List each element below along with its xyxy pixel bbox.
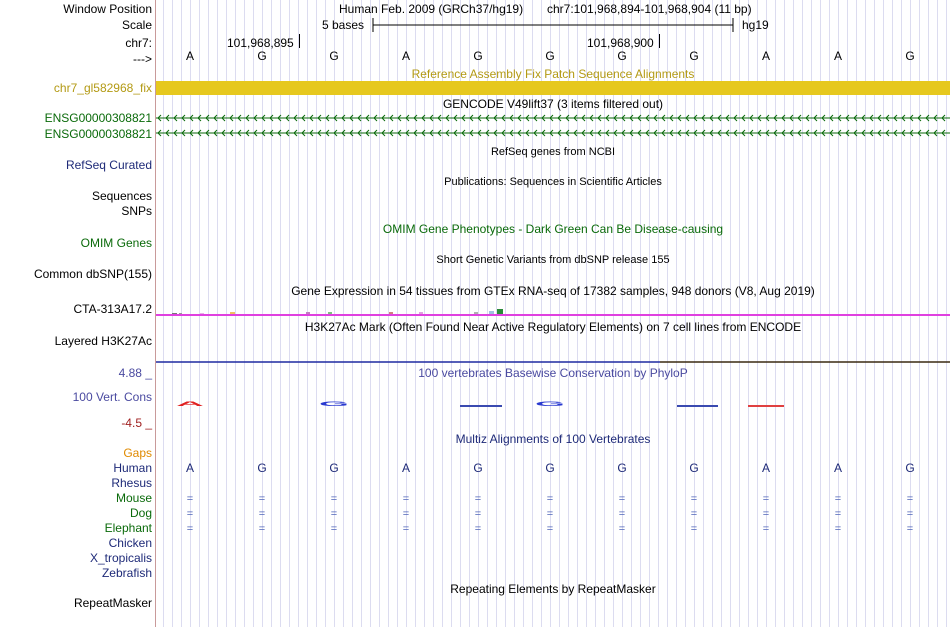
conservation-logo-letter: G (319, 400, 349, 408)
track-label-dbsnp[interactable]: Common dbSNP(155) (33, 267, 152, 281)
match-symbol: = (474, 523, 482, 535)
match-symbol: = (474, 493, 482, 505)
base-letter: G (905, 461, 915, 475)
species-label-x-tropicalis[interactable]: X_tropicalis (89, 551, 152, 565)
match-symbol: = (402, 493, 410, 505)
base-letter: G (257, 461, 267, 475)
match-symbol: = (618, 493, 626, 505)
match-symbol: = (186, 493, 194, 505)
track-label-refseq[interactable]: RefSeq Curated (65, 158, 152, 172)
species-label-chicken[interactable]: Chicken (108, 536, 152, 550)
track-label-gtex[interactable]: CTA-313A17.2 (73, 302, 152, 316)
scale-bar-text: 5 bases (322, 18, 365, 32)
strand-arrow-label: ---> (133, 52, 152, 66)
match-symbol: = (834, 508, 842, 520)
base-letter: G (329, 461, 339, 475)
match-symbol: = (906, 508, 914, 520)
coordinate-right-tick (659, 34, 660, 48)
base-letter: G (257, 49, 267, 63)
base-letter: G (473, 461, 483, 475)
match-symbol: = (258, 523, 266, 535)
dbsnp-title: Short Genetic Variants from dbSNP release 155 (436, 254, 670, 266)
match-symbol: = (690, 508, 698, 520)
gtex-title: Gene Expression in 54 tissues from GTEx RNA-seq of 17382 samples, 948 donors (V8, Aug 2019) (291, 284, 815, 298)
match-symbol: = (762, 523, 770, 535)
base-letter: G (545, 49, 555, 63)
species-label-zebrafish[interactable]: Zebrafish (101, 566, 152, 580)
species-label-rhesus[interactable]: Rhesus (111, 476, 152, 490)
refseq-title: RefSeq genes from NCBI (490, 146, 616, 158)
track-label-snps[interactable]: SNPs (121, 204, 152, 218)
coordinate-right: 101,968,900 (587, 36, 654, 50)
base-letter: A (761, 49, 770, 63)
base-letter: A (401, 461, 410, 475)
match-symbol: = (186, 508, 194, 520)
base-letter: A (185, 49, 194, 63)
match-symbol: = (546, 523, 554, 535)
base-letter: G (689, 49, 699, 63)
match-symbol: = (690, 523, 698, 535)
match-symbol: = (258, 493, 266, 505)
track-label-gencode-1[interactable]: ENSG00000308821 (44, 111, 152, 125)
species-label-human[interactable]: Human (113, 461, 152, 475)
scale-bar (156, 15, 950, 35)
assembly-name: Human Feb. 2009 (GRCh37/hg19) (339, 2, 524, 16)
track-label-repeatmasker[interactable]: RepeatMasker (73, 596, 152, 610)
scale-label: Scale (121, 18, 152, 32)
track-label-h3k27ac[interactable]: Layered H3K27Ac (54, 334, 152, 348)
match-symbol: = (546, 508, 554, 520)
track-label-fix-patch[interactable]: chr7_gl582968_fix (53, 81, 152, 95)
match-symbol: = (330, 508, 338, 520)
track-label-sequences[interactable]: Sequences (91, 189, 152, 203)
match-symbol: = (762, 493, 770, 505)
cons-axis-max-label: 4.88 _ (118, 366, 152, 380)
fix-patch-title: Reference Assembly Fix Patch Sequence Alignments (411, 67, 695, 81)
base-letter: G (617, 49, 627, 63)
match-symbol: = (690, 493, 698, 505)
conservation-logo[interactable] (156, 394, 950, 414)
match-symbol: = (762, 508, 770, 520)
base-letter: G (617, 461, 627, 475)
conservation-logo-letter: G (535, 400, 565, 408)
match-symbol: = (330, 493, 338, 505)
match-symbol: = (834, 523, 842, 535)
window-position-value: chr7:101,968,894-101,968,904 (11 bp) (547, 2, 752, 16)
base-letter: A (401, 49, 410, 63)
base-letter: G (329, 49, 339, 63)
match-symbol: = (618, 508, 626, 520)
conservation-logo-letter: A (176, 400, 204, 408)
h3k27ac-title: H3K27Ac Mark (Often Found Near Active Regulatory Elements) on 7 cell lines from ENCODE (304, 320, 802, 334)
base-letter: G (689, 461, 699, 475)
phylop-title: 100 vertebrates Basewise Conservation by PhyloP (418, 366, 688, 380)
chrom-label: chr7: (125, 36, 152, 50)
gencode-title: GENCODE V49lift37 (3 items filtered out) (442, 97, 664, 111)
species-label-dog[interactable]: Dog (129, 506, 152, 520)
repeatmasker-title: Repeating Elements by RepeatMasker (450, 582, 656, 596)
gtex-expression-bars[interactable] (156, 306, 950, 318)
match-symbol: = (258, 508, 266, 520)
coordinate-left-tick (299, 34, 300, 48)
coordinate-left: 101,968,895 (227, 36, 294, 50)
track-label-gaps[interactable]: Gaps (123, 446, 152, 460)
match-symbol: = (474, 508, 482, 520)
species-label-elephant[interactable]: Elephant (104, 521, 152, 535)
base-letter: G (545, 461, 555, 475)
match-symbol: = (546, 493, 554, 505)
match-symbol: = (906, 523, 914, 535)
match-symbol: = (834, 493, 842, 505)
match-symbol: = (618, 523, 626, 535)
track-labels-column (0, 0, 156, 627)
base-letter: A (761, 461, 770, 475)
track-area[interactable] (156, 0, 950, 627)
cons-axis-min-label: -4.5 _ (121, 416, 152, 430)
base-letter: A (185, 461, 194, 475)
window-position-label: Window Position (63, 2, 152, 16)
match-symbol: = (402, 523, 410, 535)
species-label-mouse[interactable]: Mouse (115, 491, 152, 505)
match-symbol: = (906, 493, 914, 505)
multiz-title: Multiz Alignments of 100 Vertebrates (455, 432, 651, 446)
base-letter: G (905, 49, 915, 63)
match-symbol: = (330, 523, 338, 535)
omim-title: OMIM Gene Phenotypes - Dark Green Can Be Disease-causing (382, 222, 724, 236)
base-letter: G (473, 49, 483, 63)
gencode-transcripts[interactable] (156, 108, 950, 148)
track-label-gencode-2[interactable]: ENSG00000308821 (44, 127, 152, 141)
gtex-baseline (156, 314, 950, 316)
track-label-omim[interactable]: OMIM Genes (80, 236, 152, 250)
fix-patch-alignment-bar[interactable] (156, 81, 950, 95)
track-label-conservation[interactable]: 100 Vert. Cons (72, 390, 152, 404)
match-symbol: = (402, 508, 410, 520)
scale-db-label: hg19 (742, 18, 769, 32)
h3k27ac-signal[interactable] (156, 360, 950, 364)
base-letter: A (833, 461, 842, 475)
publications-title: Publications: Sequences in Scientific Articles (444, 176, 662, 188)
match-symbol: = (186, 523, 194, 535)
base-letter: A (833, 49, 842, 63)
